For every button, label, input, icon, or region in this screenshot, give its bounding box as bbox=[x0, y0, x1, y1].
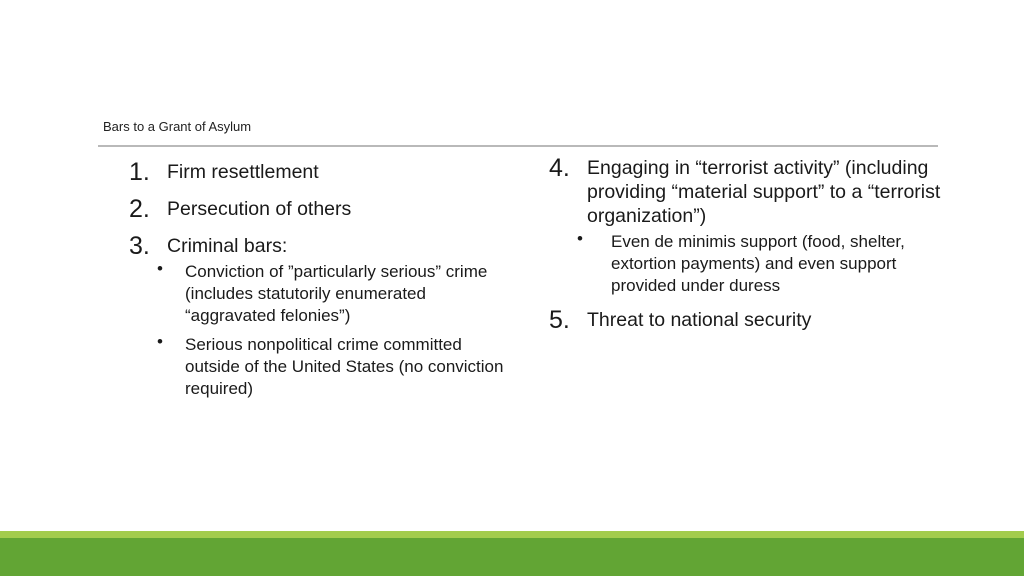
sublist-item-particularly-serious-crime bbox=[157, 261, 519, 327]
criminal-bars-sublist bbox=[157, 261, 519, 400]
list-item-persecution-of-others bbox=[129, 197, 519, 221]
list-item-text: Firm resettlement bbox=[167, 161, 319, 183]
list-item-text: Persecution of others bbox=[167, 198, 352, 220]
list-item-text: Threat to national security bbox=[587, 309, 812, 331]
slide-title: Bars to a Grant of Asylum bbox=[103, 119, 252, 134]
list-item-criminal-bars bbox=[129, 234, 519, 400]
list-item-text: Criminal bars: bbox=[167, 235, 288, 257]
sublist-item-text: Even de minimis support (food, shelter, extortion payments) and even support provided under duress bbox=[611, 232, 905, 295]
list-item-terrorist-activity bbox=[549, 156, 949, 297]
footer-band bbox=[0, 538, 1024, 576]
bullet-icon: • bbox=[157, 332, 163, 351]
list-item-national-security bbox=[549, 308, 949, 332]
left-column bbox=[129, 160, 519, 413]
bullet-icon: • bbox=[577, 229, 583, 248]
footer-accent-band bbox=[0, 531, 1024, 538]
bullet-icon: • bbox=[157, 259, 163, 278]
list-item-text: Engaging in “terrorist activity” (including providing “material support” to a “terrorist organization”) bbox=[587, 157, 941, 227]
list-number: 2. bbox=[129, 195, 150, 223]
list-number: 5. bbox=[549, 306, 570, 334]
terrorist-activity-sublist bbox=[577, 231, 949, 297]
sublist-item-text: Serious nonpolitical crime committed outside of the United States (no conviction required) bbox=[185, 335, 504, 398]
sublist-item-de-minimis-support bbox=[577, 231, 949, 297]
list-item-firm-resettlement bbox=[129, 160, 519, 184]
sublist-item-text: Conviction of ”particularly serious” crime (includes statutorily enumerated “aggravated felonies”) bbox=[185, 262, 488, 325]
sublist-item-serious-nonpolitical-crime bbox=[157, 334, 519, 400]
list-number: 3. bbox=[129, 232, 150, 260]
list-number: 4. bbox=[549, 154, 570, 182]
right-column bbox=[549, 156, 949, 343]
list-number: 1. bbox=[129, 158, 150, 186]
title-divider bbox=[98, 145, 938, 147]
